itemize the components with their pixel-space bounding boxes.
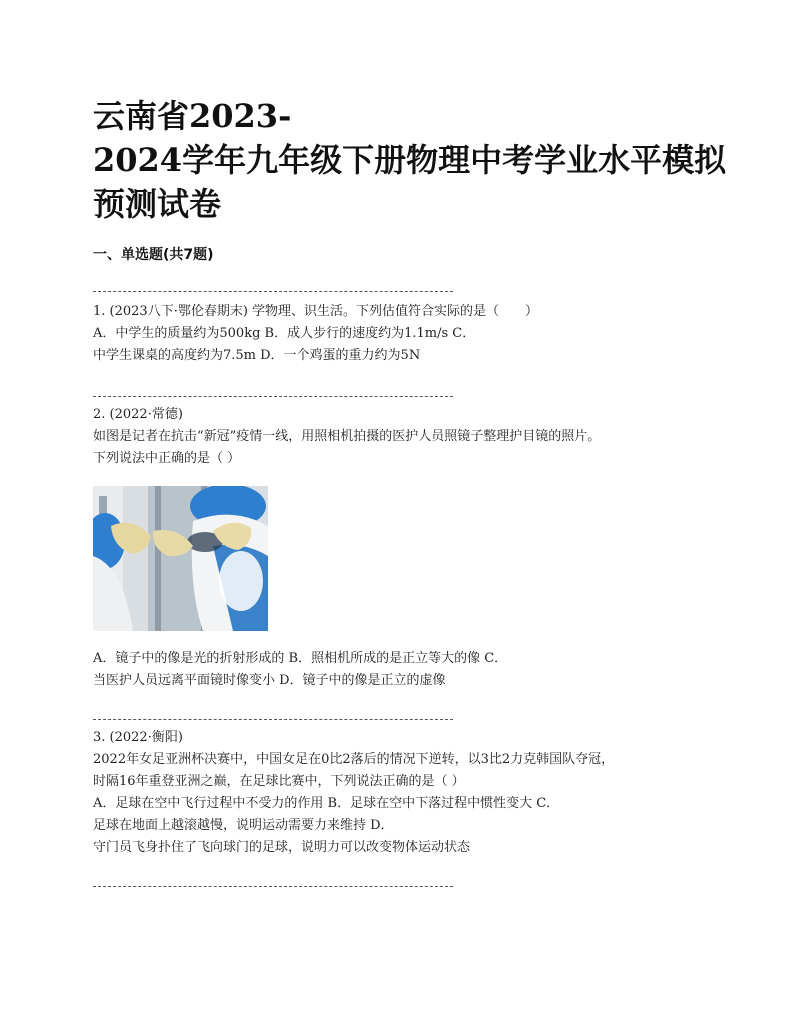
question-2-options-2: 当医护人员远离平面镜时像变小 D．镜子中的像是正立的虚像 xyxy=(93,673,446,688)
question-3-options-1: A．足球在空中飞行过程中不受力的作用 B．足球在空中下落过程中惯性变大 C． xyxy=(93,796,560,811)
title-line-2: 2024学年九年级下册物理中考学业水平模拟 xyxy=(93,141,727,179)
question-3 xyxy=(93,727,713,859)
question-divider xyxy=(93,886,453,887)
question-2-stem-2: 下列说法中正确的是（ ） xyxy=(93,451,241,466)
section-heading: 一、单选题(共7题) xyxy=(93,247,214,263)
question-1-options-2: 中学生课桌的高度约为7.5m D．一个鸡蛋的重力约为5N xyxy=(93,348,421,363)
question-3-header: 3. (2022·衡阳) xyxy=(93,730,183,745)
question-2-options-1: A．镜子中的像是光的折射形成的 B．照相机所成的是正立等大的像 C． xyxy=(93,651,508,666)
question-1-options-1: A．中学生的质量约为500kg B．成人步行的速度约为1.1m/s C． xyxy=(93,326,476,341)
question-3-options-2: 足球在地面上越滚越慢，说明运动需要力来维持 D． xyxy=(93,818,394,833)
question-divider xyxy=(93,291,453,292)
question-2 xyxy=(93,404,713,470)
medical-worker-mirror-photo-icon xyxy=(93,486,268,631)
question-2-header: 2. (2022·常德) xyxy=(93,407,183,422)
question-2-options xyxy=(93,648,713,692)
question-divider xyxy=(93,396,453,397)
document-title xyxy=(93,94,733,226)
question-2-stem-1: 如图是记者在抗击“新冠”疫情一线，用照相机拍摄的医护人员照镜子整理护目镜的照片。 xyxy=(93,429,601,444)
question-3-stem-1: 2022年女足亚洲杯决赛中，中国女足在0比2落后的情况下逆转，以3比2力克韩国队夺冠， xyxy=(93,752,615,767)
question-3-options-3: 守门员飞身扑住了飞向球门的足球，说明力可以改变物体运动状态 xyxy=(93,840,471,855)
question-3-stem-2: 时隔16年重登亚洲之巅，在足球比赛中，下列说法正确的是（ ） xyxy=(93,774,465,789)
title-line-3: 预测试卷 xyxy=(93,185,222,223)
question-1 xyxy=(93,301,713,367)
question-1-header: 1. (2023八下·鄂伦春期末) 学物理、识生活。下列估值符合实际的是（ ） xyxy=(93,304,539,319)
question-divider xyxy=(93,719,453,720)
title-line-1: 云南省2023- xyxy=(93,97,292,135)
question-2-photo xyxy=(93,486,268,631)
